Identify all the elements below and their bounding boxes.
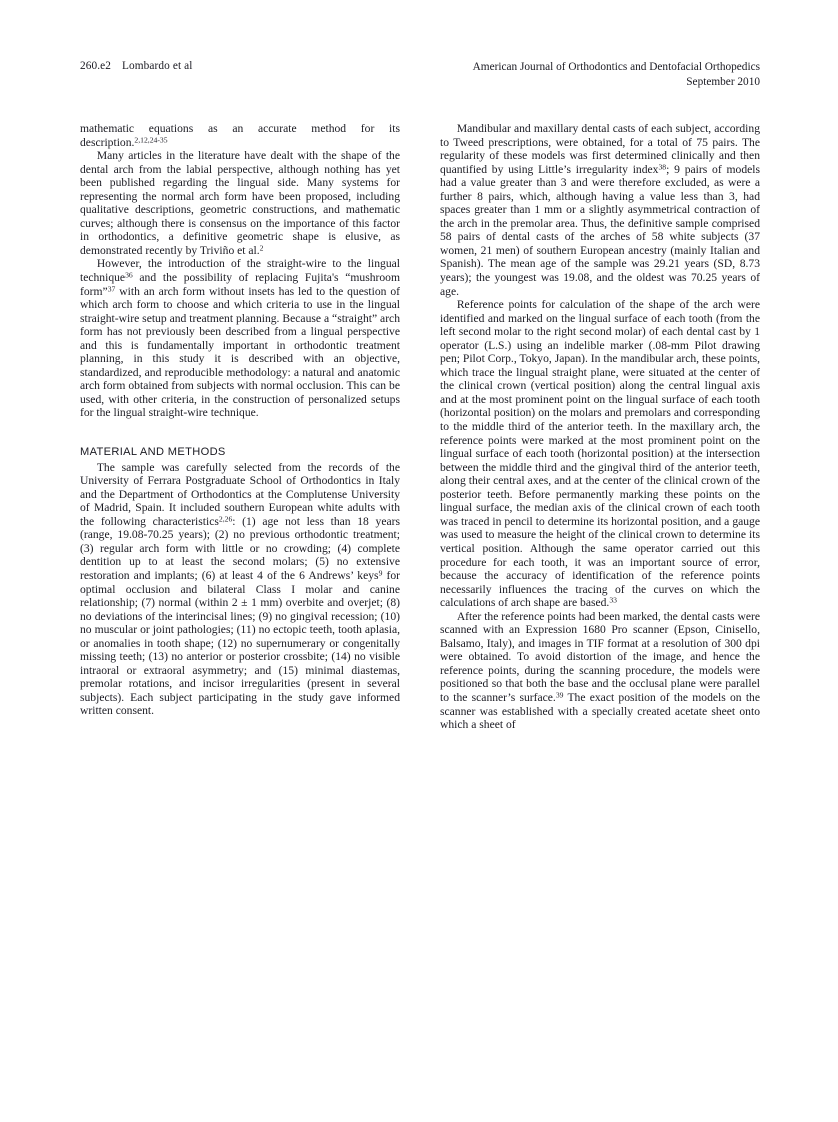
page-folio: 260.e2 [80,60,112,72]
reference-superscript: 36 [125,270,133,280]
reference-superscript: 2 [259,243,264,253]
paragraph-many-articles: Many articles in the literature have dealt with the shape of the dental arch from the labial perspective, although nothing has yet been published regarding the lingual side. Many systems for representing the normal arch form have been proposed, including qualitative descriptions, geometric constructions, and mathematic curves; although there is consensus on the importance of this factor in orthodontics, a definitive geometric shape is elusive, as demonstrated recently by Triviño et al.$^2$ [80,149,400,257]
reference-superscript: 2,26 [218,514,233,524]
reference-superscript: 9 [378,568,383,578]
paragraph-reference-points: Reference points for calculation of the shape of the arch were identified and marked on the lingual surface of each tooth (from the left second molar to the right second molar) of each dental cast by 1 operator (L.S.) using an indelible marker (.08-mm Pilot drawing pen; Pilot Corp., Tokyo, Japan). In the mandibular arch, these points, which trace the lingual straight plane, were situated at the center of the clinical crown (vertical position) along the central lingual axis and at the most prominent point on the lingual surface of each tooth (horizontal position) on the molars and premolars and corresponding to the middle third of the anterior teeth. In the maxillary arch, the reference points were marked at the most prominent point on the lingual surface of each tooth (horizontal position) at the intersection between the middle third and the gingival third of the anterior teeth, along their central axes, and at the center of the clinical crown of the posterior teeth. Before permanently marking these points on the lingual surface, the median axis of the clinical crown of each tooth was traced in pencil to determine its horizontal position, and a gauge was used to measure the height of the clinical crown to determine its vertical position. Although the same operator carried out this procedure for each tooth, it was an important source of error, because the accuracy of identification of the reference points necessarily influences the tracing of the curves on which the calculations of arch shape are based.$^{33}$ [440,298,760,610]
column-left [80,122,400,718]
section-heading-material-and-methods: MATERIAL AND METHODS [80,446,226,459]
paragraph-sample-selection: The sample was carefully selected from the records of the University of Ferrara Postgraduate School of Orthodontics in Italy and the Department of Orthodontics at the Complutense University of Madrid, Spain. It included southern European white adults with the following characteristics$^{2,26}$: (1) age not less than 18 years (range, 19.08-70.25 years); (2) no previous orthodontic treatment; (3) regular arch form with little or no crowding; (4) complete dentition up to at least the second molars; (5) no extensive restoration and implants; (6) at least 4 of the 6 Andrews’ keys$^9$ for optimal occlusion and bilateral Class I molar and canine relationship; (7) normal (within 2 ± 1 mm) overbite and overjet; (8) no deviations of the interincisal lines; (9) no gingival recession; (10) no muscular or joint pathologies; (11) no ectopic teeth, tooth aplasia, or anomalies in tooth shape; (12) no supernumerary or congenitally missing teeth; (13) no anterior or posterior crossbite; (14) no visible intraoral or extraoral asymmetry; and (15) minimal diastemas, premolar rotations, and incisor irregularities (present in several subjects). Each subject participating in the study gave informed written consent. [80,460,401,718]
paragraph-continued-equations: mathematic equations as an accurate method for its description.$^{2,12,24-35}$ [80,122,400,149]
two-column-body [80,122,760,1072]
running-head-right [473,60,760,90]
reference-superscript: 38 [658,162,667,172]
running-head-authors: Lombardo et al [122,60,193,72]
paragraph-however-straightwire: However, the introduction of the straight-wire to the lingual technique$^{36}$ and the possibility of replacing Fujita's “mushroom form”$^{37}$ with an arch form without insets has led to the question of which arch form to choose and which criteria to use in the lingual straight-wire setup and treatment planning. Because a “straight” arch form has not previously been described from a lingual perspective and this is fundamentally important in orthodontic treatment planning, in this study it is described with an objective, standardized, and reproducible methodology: a natural and anatomic arch form obtained from subjects with normal occlusion. This can be used, with other criteria, in the construction of personalized setups for the lingual straight-wire technique. [80,257,400,420]
column-right [440,122,760,732]
reference-superscript: 37 [107,284,116,294]
reference-superscript: 33 [609,595,617,605]
reference-superscript: 2,12,24-35 [134,135,168,145]
running-head [80,60,760,94]
reference-superscript: 39 [555,690,564,700]
running-head-left [80,60,192,72]
paragraph-scanning: After the reference points had been marked, the dental casts were scanned with an Expression 1680 Pro scanner (Epson, Cinisello, Balsamo, Italy), and images in TIF format at a resolution of 300 dpi were obtained. To avoid distortion of the image, and hence the reference points, during the scanning procedure, the models were positioned so that both the base and the occlusal plane were parallel to the scanner’s surface.$^{39}$ The exact position of the models on the scanner was established with a specially created acetate sheet onto which a sheet of [440,609,761,732]
journal-title: American Journal of Orthodontics and Dentofacial Orthopedics [472,61,760,73]
paragraph-dental-casts: Mandibular and maxillary dental casts of each subject, according to Tweed prescriptions, were obtained, for a total of 75 pairs. The regularity of these models was first determined clinically and then quantified by using Little’s irregularity index$^{38}$; 9 pairs of models had a value greater than 3 and were therefore excluded, as were a further 8 pairs, which, although having a value less than 3, had spaces greater than 1 mm or a slightly asymmetrical contraction of the arch in the premolar area. Thus, the definitive sample comprised 58 pairs of dental casts of the arches of 58 white subjects (37 women, 21 men) of southern European ancestry (mainly Italian and Spanish). The mean age of the sample was 29.21 years (SD, 8.73 years); the youngest was 19.08, and the oldest was 70.25 years of age. [440,122,761,298]
section-spacer [80,420,400,446]
issue-date: September 2010 [686,76,760,88]
